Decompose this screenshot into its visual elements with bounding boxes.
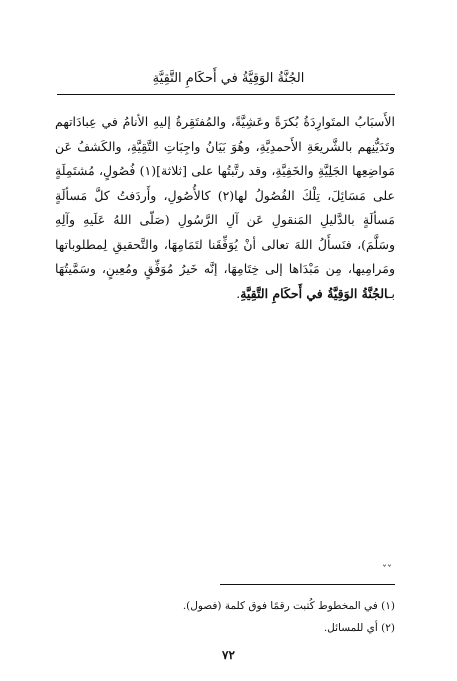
- book-title-bold: الجُنَّةُ الوَقِيَّةُ في أَحكَامِ التَّقِيَّةِ: [240, 285, 388, 301]
- body-text-main: الأَسبَابُ المتَوارِدَةُ بُكرَةً وعَشِيَّةً، والمُفتَقِرةُ إليهِ الأنامُ في عِبادَاتهم وتَدَيُّنِهم بالشَّريعَةِ الأَحمدِيَّةِ، وهُوَ بَيَانُ واجِبَاتِ التَّقِيَّةِ، والكَشفُ عَن مَواضِعِها الجَلِيَّةِ والخَفِيَّةِ، وقد رتَّبتُها على [ثلاثة](١) فُصُولٍ، مُشتَمِلَةٍ على مَسَائِلَ، تِلْكَ الفُصُولُ لها(٢) كالأُصُولِ، وأَردَفتُ كلَّ مَسألَةٍ مَسألَةٍ بالدَّليلِ المَنقولِ عَن آلِ الرَّسُولِ (صَلّى اللهُ عَلَيهِ وآلِهِ وسَلَّمَ)، فنَسأَلُ اللهَ تعالى أنْ يُوَفِّقَنا لتَمَامِهَا، والتَّحقيقِ لِمطلوباتها ومَرامِيها، مِن مَبْدَاها إلى خِتَامِهَا، إنَّه خَيرُ مُوَفِّقٍ ومُعِينٍ، وسَمَّيتُهَا بـ: [55, 114, 396, 301]
- running-head: الجُنَّةُ الوَقِيَّةُ في أَحكَامِ التَّقِيَّةِ: [152, 71, 305, 86]
- body-text-end: .: [236, 285, 241, 301]
- footnote-rule: [220, 584, 395, 585]
- header-rule: [57, 94, 395, 95]
- footnote-2: (٢) أي للمسائل.: [323, 622, 395, 634]
- body-paragraph: [55, 110, 395, 306]
- page-number: ٧٢: [222, 648, 235, 662]
- footnotes-list: [60, 595, 395, 639]
- footnote-marker: ˇˇ: [382, 565, 392, 576]
- footnote-1: (١) في المخطوط كُتبت رقمًا فوق كلمة (فصول).: [182, 600, 395, 612]
